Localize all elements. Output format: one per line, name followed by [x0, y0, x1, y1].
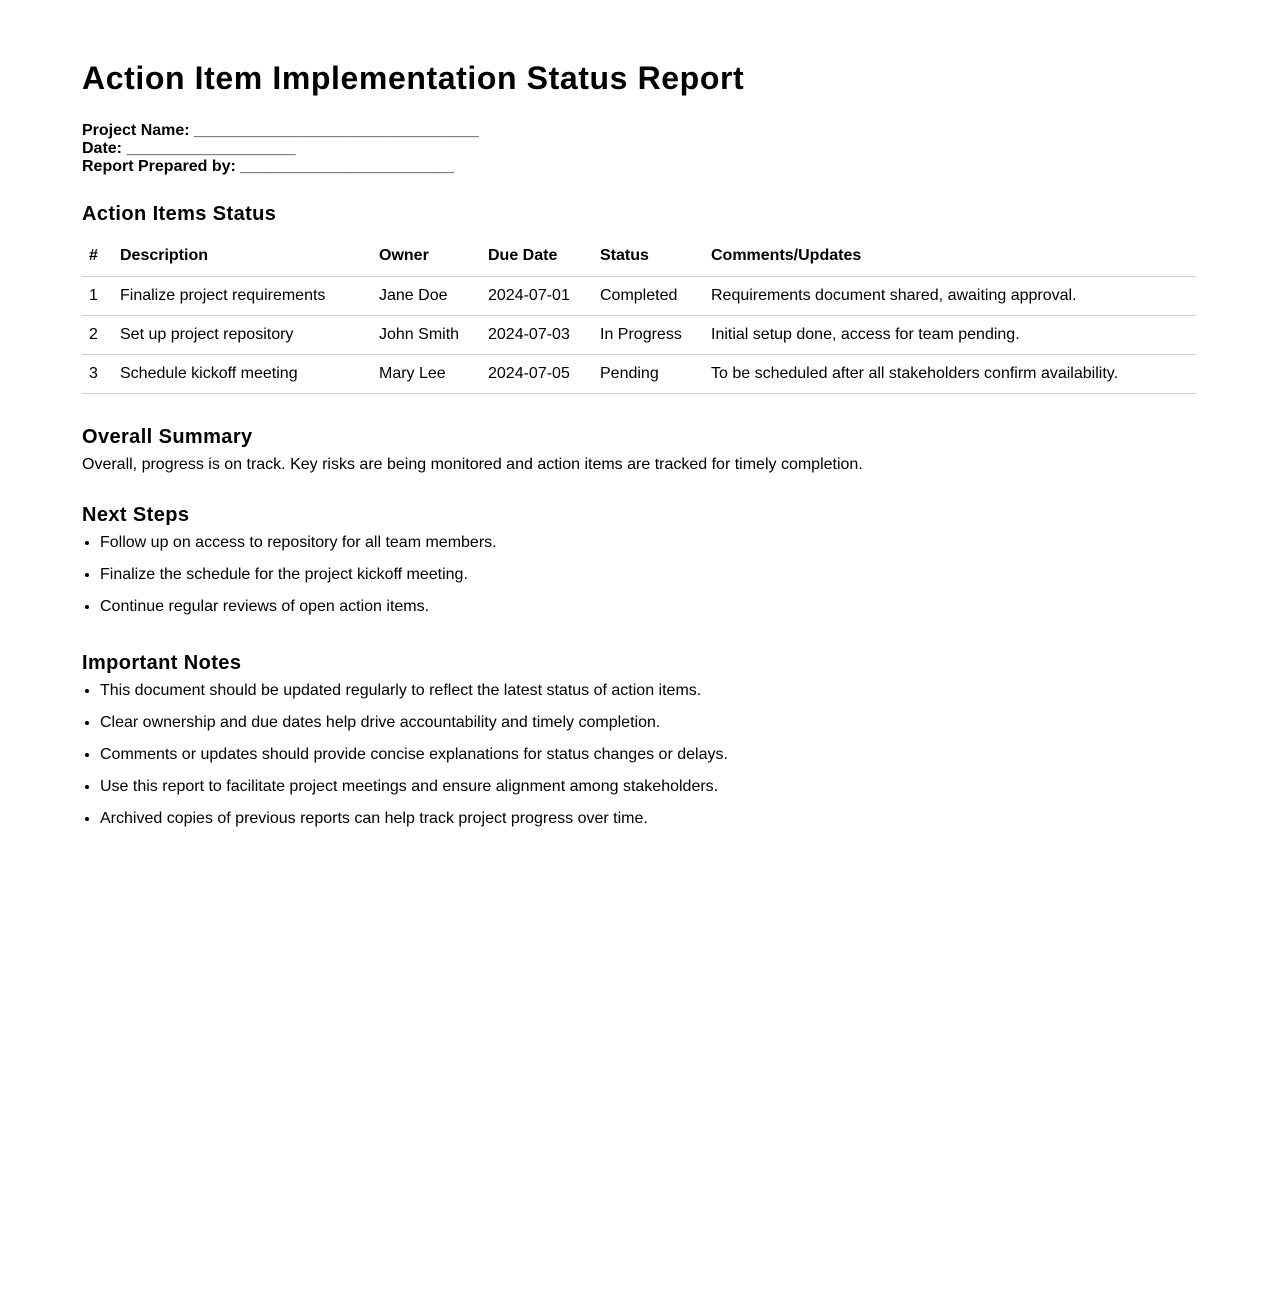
table-row [82, 277, 1196, 316]
column-header-description: Description [113, 236, 372, 277]
date-label: Date: [82, 140, 123, 157]
prepared-by-blank: ________________________ [240, 158, 454, 175]
project-name-line [82, 122, 1196, 140]
list-item: • Continue regular reviews of open action items. [100, 597, 1196, 617]
cell-comments: Initial setup done, access for team pending. [704, 316, 1196, 355]
cell-number: 2 [82, 316, 113, 355]
cell-owner: Jane Doe [372, 277, 481, 316]
cell-comments: To be scheduled after all stakeholders confirm availability. [704, 355, 1196, 394]
list-item: • Comments or updates should provide concise explanations for status changes or delays. [100, 745, 1196, 765]
project-name-blank: ________________________________ [194, 122, 479, 139]
list-item: • Finalize the schedule for the project kickoff meeting. [100, 565, 1196, 585]
report-meta [82, 122, 1196, 176]
cell-due-date: 2024-07-05 [481, 355, 593, 394]
cell-due-date: 2024-07-01 [481, 277, 593, 316]
date-blank: ___________________ [126, 140, 296, 157]
action-items-table [82, 236, 1196, 394]
column-header-owner: Owner [372, 236, 481, 277]
list-item: • Archived copies of previous reports can help track project progress over time. [100, 809, 1196, 829]
cell-comments: Requirements document shared, awaiting approval. [704, 277, 1196, 316]
next-steps-list [82, 533, 1196, 617]
project-name-label: Project Name: [82, 122, 190, 139]
list-item: • Follow up on access to repository for all team members. [100, 533, 1196, 553]
prepared-by-label: Report Prepared by: [82, 158, 236, 175]
cell-status: Completed [593, 277, 704, 316]
cell-due-date: 2024-07-03 [481, 316, 593, 355]
important-notes-list [82, 681, 1196, 829]
cell-description: Schedule kickoff meeting [113, 355, 372, 394]
table-row [82, 355, 1196, 394]
page-title: Action Item Implementation Status Report [82, 60, 745, 96]
cell-description: Finalize project requirements [113, 277, 372, 316]
table-header-row [82, 236, 1196, 277]
list-item: • This document should be updated regularly to reflect the latest status of action items. [100, 681, 1196, 701]
summary-heading: Overall Summary [82, 426, 253, 448]
cell-status: Pending [593, 355, 704, 394]
cell-number: 1 [82, 277, 113, 316]
table-row [82, 316, 1196, 355]
cell-status: In Progress [593, 316, 704, 355]
cell-description: Set up project repository [113, 316, 372, 355]
column-header-comments: Comments/Updates [704, 236, 1196, 277]
column-header-number: # [82, 236, 113, 277]
action-items-heading: Action Items Status [82, 203, 277, 225]
cell-owner: Mary Lee [372, 355, 481, 394]
important-notes-heading: Important Notes [82, 652, 242, 674]
list-item: • Clear ownership and due dates help drive accountability and timely completion. [100, 713, 1196, 733]
cell-owner: John Smith [372, 316, 481, 355]
next-steps-heading: Next Steps [82, 504, 190, 526]
prepared-by-line [82, 158, 1196, 176]
column-header-due-date: Due Date [481, 236, 593, 277]
date-line [82, 140, 1196, 158]
list-item: • Use this report to facilitate project meetings and ensure alignment among stakeholders. [100, 777, 1196, 797]
cell-number: 3 [82, 355, 113, 394]
column-header-status: Status [593, 236, 704, 277]
summary-text: Overall, progress is on track. Key risks are being monitored and action items are tracked for timely completion. [82, 456, 863, 473]
